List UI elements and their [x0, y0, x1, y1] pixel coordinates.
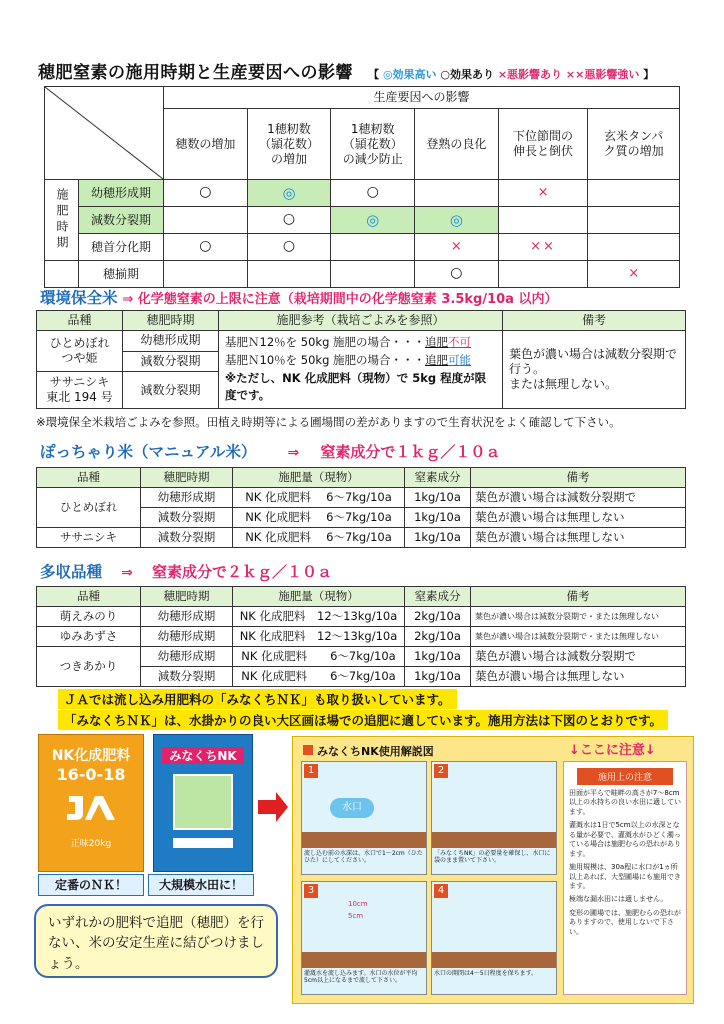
bag1-caption: 定番のＮＫ！: [38, 874, 144, 896]
col-header: 1穂籾数 （頴花数） の増加: [247, 109, 331, 180]
table-row: [45, 261, 680, 288]
table-row: [37, 528, 686, 548]
minakuchi-bag: [153, 734, 253, 872]
mark-cell: [588, 207, 680, 234]
mark-cell: ◎: [331, 207, 415, 234]
ref-line-2: [225, 352, 496, 370]
legend-high: ◎効果高い: [382, 68, 437, 81]
manual-arrow: ⇒: [287, 445, 300, 461]
col-header: 施肥量（現物）: [233, 587, 405, 607]
n-cell: 1kg/10a: [405, 488, 471, 508]
message-box: いずれかの肥料で追肥（穂肥）を行ない、米の安定生産に結びつけましょう。: [34, 904, 278, 978]
step-number: 2: [434, 764, 448, 778]
variety-cell: ひとめぼれ つや姫: [37, 331, 123, 372]
manual-table: [36, 467, 686, 548]
bag1-weight: 正味20kg: [70, 839, 112, 849]
water-inlet-label: 水口: [330, 798, 374, 818]
guide-panel: [292, 736, 694, 1004]
env-footnote: ※環境保全米栽培ごよみを参照。田植え時期等による圃場間の差がありますので生育状況をよく確認して下さい。: [36, 415, 621, 429]
note-item: 変形の圃場では、施肥むらの恐れがありますので、使用しないで下さい。: [569, 908, 681, 936]
amount-cell: NK 化成肥料 6～7kg/10a: [233, 528, 405, 548]
diagonal-line: [45, 87, 163, 179]
table-row: [37, 488, 686, 508]
amount-cell: NK 化成肥料 6～7kg/10a: [233, 488, 405, 508]
note-item: 田面が平らで畦畔の高さが7～8cm以上の水持ちの良い水田に適しています。: [569, 789, 681, 816]
table-row: [45, 234, 680, 261]
amount-cell: NK 化成肥料 6～7kg/10a: [233, 508, 405, 528]
remark-cell: 葉色が濃い場合は無理しない: [471, 667, 686, 687]
n-cell: 1kg/10a: [405, 667, 471, 687]
bag1-grade: 16-0-18: [56, 765, 126, 784]
table-row: [45, 207, 680, 234]
table-row: [37, 607, 686, 627]
step-caption: 流し込む前の水深は、水口で1～2cm（ひたひた）にしてください。: [304, 850, 423, 865]
soil-band: [432, 952, 556, 968]
soil-band: [432, 832, 556, 848]
high-sub: 窒素成分で２ｋｇ／１０ａ: [151, 563, 332, 581]
table-row: [37, 647, 686, 667]
mark-cell: [331, 234, 415, 261]
amount-cell: NK 化成肥料 12～13kg/10a: [233, 627, 405, 647]
amount-cell: NK 化成肥料 12～13kg/10a: [233, 607, 405, 627]
col-header: 施肥参考（栽培ごよみを参照）: [219, 311, 503, 331]
amount-cell: NK 化成肥料 6～7kg/10a: [233, 667, 405, 687]
ref-tail-blue: 可能: [448, 352, 472, 367]
amount-cell: NK 化成肥料 6～7kg/10a: [233, 647, 405, 667]
mark-cell: ○: [247, 234, 331, 261]
legend-verybad: ××悪影響強い: [565, 68, 640, 81]
col-header: 穂肥時期: [123, 311, 219, 331]
n-cell: 2kg/10a: [405, 627, 471, 647]
variety-cell: ゆみあずさ: [37, 627, 141, 647]
blank-cell: [45, 261, 79, 288]
depth-label: 5cm: [348, 912, 364, 920]
manual-section-title: [40, 440, 700, 462]
mark-cell: ◎: [247, 180, 331, 207]
ref-cell: [219, 331, 503, 409]
variety-cell: 萌えみのり: [37, 607, 141, 627]
attention-label: ↓ここに注意↓: [569, 743, 656, 758]
banner-2: 「みなくちＮＫ」は、水掛かりの良い大区画ほ場での追肥に適しています。施用方法は下図のとおりです。: [58, 710, 668, 730]
soil-band: [302, 952, 426, 968]
note-item: 極端な漏水田には適しません。: [569, 895, 668, 904]
remark-cell: 葉色が濃い場合は減数分裂期で: [471, 647, 686, 667]
step-number: 3: [304, 884, 318, 898]
header-row: [38, 58, 698, 84]
mark-cell: [164, 207, 248, 234]
col-header: 品種: [37, 468, 141, 488]
mark-cell: ×: [415, 234, 499, 261]
mark-cell: [588, 180, 680, 207]
col-header: 穂肥時期: [141, 468, 233, 488]
mark-cell: [498, 261, 588, 288]
high-section-title: [40, 560, 700, 582]
env-sub: ⇒ 化学態窒素の上限に注意（栽培期間中の化学態窒素 3.5kg/10a 以内）: [122, 292, 558, 307]
mark-cell: ◎: [415, 207, 499, 234]
legend-yes: ○効果あり: [440, 68, 494, 81]
env-title: 環境保全米: [40, 289, 118, 307]
remark-cell: 葉色が濃い場合は減数分裂期で・または無理しない: [471, 607, 686, 627]
remark-cell: 葉色が濃い場合は無理しない: [471, 528, 686, 548]
variety-cell: ササニシキ 東北 194 号: [37, 372, 123, 409]
mark-cell: [247, 261, 331, 288]
group-header: 生産要因への影響: [164, 87, 680, 109]
variety-cell: ひとめぼれ: [37, 488, 141, 528]
mark-cell: [498, 207, 588, 234]
col-header: 備考: [471, 587, 686, 607]
col-header: 品種: [37, 311, 123, 331]
bag1-name: NK化成肥料: [51, 748, 131, 764]
mark-cell: ×: [498, 180, 588, 207]
high-arrow: ⇒: [121, 565, 133, 581]
stage-name: 穂揃期: [79, 261, 164, 288]
soil-band: [302, 832, 426, 848]
mark-cell: ○: [247, 207, 331, 234]
step-panel-2: [431, 761, 557, 875]
banner-1: ＪＡでは流し込み用肥料の「みなくちＮＫ」も取り扱いしています。: [58, 689, 457, 709]
env-table: [36, 310, 686, 409]
stage-label: 施肥時期: [45, 180, 79, 261]
timing-cell: 減数分裂期: [141, 508, 233, 528]
step-number: 4: [434, 884, 448, 898]
col-header: 備考: [471, 468, 686, 488]
col-header: 窒素成分: [405, 468, 471, 488]
bag2-name: みなくちNK: [162, 747, 244, 764]
nk-bag: [38, 734, 144, 872]
timing-cell: 減数分裂期: [141, 528, 233, 548]
mark-cell: [331, 261, 415, 288]
remark-cell: 葉色が濃い場合は減数分裂期で: [471, 488, 686, 508]
ref-note: ※ただし、NK 化成肥料（現物）で 5kg 程度が限度です。: [225, 370, 487, 403]
ref-text: 基肥Ｎ10％を 50kg 施肥の場合・・・: [225, 352, 426, 367]
mark-cell: [415, 180, 499, 207]
stage-name: 減数分裂期: [79, 207, 164, 234]
col-header: 品種: [37, 587, 141, 607]
step-number: 1: [304, 764, 318, 778]
col-header: 備考: [503, 311, 686, 331]
col-header: 穂肥時期: [141, 587, 233, 607]
step-caption: 「みなくちNK」の必要量を確保し、水口に袋のまま置いて下さい。: [434, 850, 551, 865]
legend: [368, 68, 654, 81]
step-panel-1: [301, 761, 427, 875]
depth-label: 10cm: [348, 900, 368, 908]
ref-line-1: [225, 334, 496, 352]
note-item: 灌漑水は1日で5cm以上の水深となる量が必要で、灌漑水がひどく濁っている場合は施肥むらの恐れがあります。: [569, 821, 681, 858]
remark-cell: 葉色が濃い場合は減数分裂期で行う。 または無理しない。: [503, 331, 686, 409]
bag2-illustration: [173, 774, 233, 830]
col-header: 穂数の増加: [164, 109, 248, 180]
n-cell: 1kg/10a: [405, 508, 471, 528]
page-title: 穂肥窒素の施用時期と生産要因への影響: [38, 63, 353, 83]
legend-open: 【: [368, 68, 380, 81]
timing-cell: 幼穂形成期: [141, 627, 233, 647]
ref-text: 基肥Ｎ12％を 50kg 施肥の場合・・・: [225, 335, 426, 349]
corner-cell: [45, 87, 164, 180]
col-header: 窒素成分: [405, 587, 471, 607]
bag2-stripe: [173, 838, 233, 848]
timing-cell: 幼穂形成期: [141, 607, 233, 627]
guide-title-row: [303, 743, 434, 759]
variety-cell: つきあかり: [37, 647, 141, 687]
manual-sub: 窒素成分で１ｋｇ／１０ａ: [320, 443, 501, 461]
col-header: 下位節間の 伸長と倒伏: [498, 109, 588, 180]
n-cell: 1kg/10a: [405, 528, 471, 548]
ja-logo-icon: [61, 792, 121, 822]
right-arrow-icon: [256, 790, 290, 824]
mark-cell: ×: [588, 261, 680, 288]
table-row: [45, 180, 680, 207]
mark-cell: [164, 261, 248, 288]
notes-box: [563, 761, 687, 995]
timing-cell: 減数分裂期: [123, 372, 219, 409]
mark-cell: ○: [164, 180, 248, 207]
timing-cell: 減数分裂期: [123, 351, 219, 372]
square-icon: [303, 745, 313, 755]
high-title: 多収品種: [40, 563, 103, 581]
table-row: [37, 627, 686, 647]
col-header: 施肥量（現物）: [233, 468, 405, 488]
note-item: 施用規模は、30a程に水口が1ヵ所以上あれば、大型圃場にも施用できます。: [569, 863, 681, 890]
mark-cell: [588, 234, 680, 261]
n-cell: 1kg/10a: [405, 647, 471, 667]
step-panel-4: [431, 881, 557, 995]
stage-name: 幼穂形成期: [79, 180, 164, 207]
step-caption: 灌漑水を流し込みます。水口の水位が平均5cm以上になるまで流して下さい。: [304, 970, 418, 985]
env-section-title: [40, 286, 700, 308]
mark-cell: ○: [415, 261, 499, 288]
mark-cell: ××: [498, 234, 588, 261]
notes-list: [564, 789, 686, 937]
timing-cell: 幼穂形成期: [123, 331, 219, 352]
manual-title: ぽっちゃり米（マニュアル米）: [40, 443, 257, 461]
mark-cell: ○: [331, 180, 415, 207]
step-panel-3: [301, 881, 427, 995]
remark-cell: 葉色が濃い場合は無理しない: [471, 508, 686, 528]
col-header: 玄米タンパ ク質の増加: [588, 109, 680, 180]
timing-cell: 減数分裂期: [141, 667, 233, 687]
notes-title: 施用上の注意: [577, 768, 673, 785]
timing-cell: 幼穂形成期: [141, 488, 233, 508]
high-table: [36, 586, 686, 687]
ref-tail-red: 不可: [448, 335, 472, 349]
ref-tail: 追肥: [425, 335, 449, 349]
col-header: 登熟の良化: [415, 109, 499, 180]
stage-name: 穂首分化期: [79, 234, 164, 261]
col-header: 1穂籾数 （頴花数） の減少防止: [331, 109, 415, 180]
ref-tail: 追肥: [425, 352, 449, 367]
step-caption: 水口の開閉は4～5日程度を保ちます。: [434, 970, 538, 977]
bag2-caption: 大規模水田に！: [148, 874, 254, 896]
remark-cell: 葉色が濃い場合は減数分裂期で・または無理しない: [471, 627, 686, 647]
legend-bad: ×悪影響あり: [497, 68, 563, 81]
variety-cell: ササニシキ: [37, 528, 141, 548]
legend-close: 】: [643, 68, 655, 81]
n-cell: 2kg/10a: [405, 607, 471, 627]
timing-cell: 幼穂形成期: [141, 647, 233, 667]
effect-table: [44, 86, 680, 288]
guide-title: みなくちNK使用解説図: [317, 745, 434, 758]
mark-cell: ○: [164, 234, 248, 261]
